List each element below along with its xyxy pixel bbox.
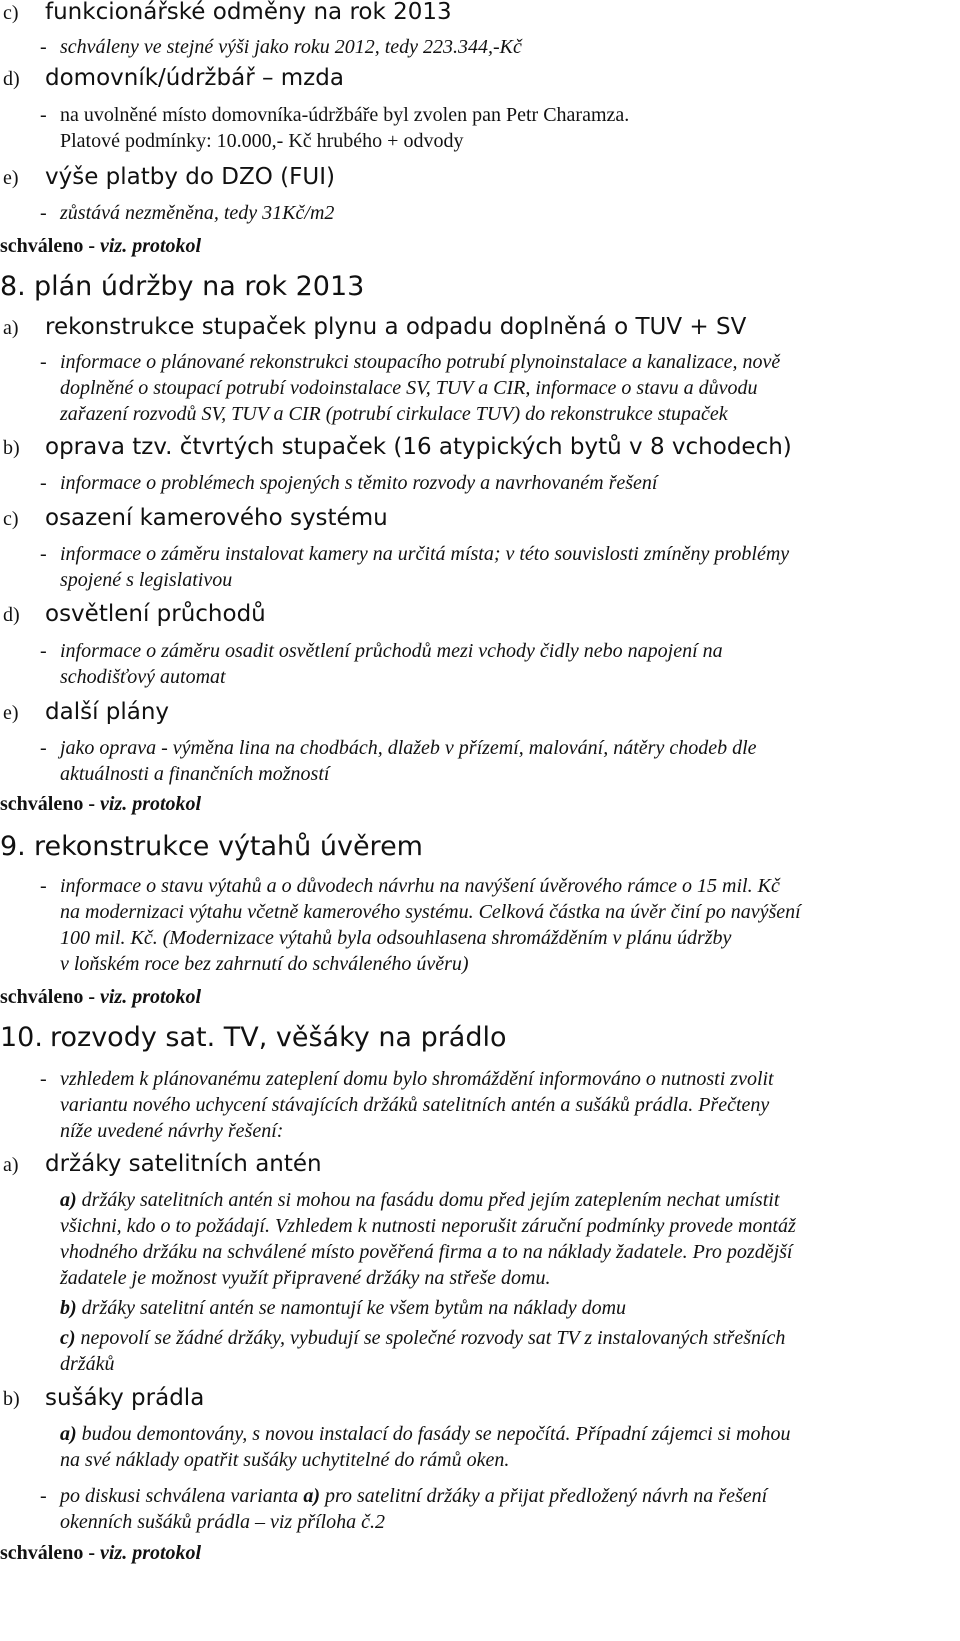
note-line: Platové podmínky: 10.000,- Kč hrubého + odvody: [60, 130, 464, 152]
note-line: informace o stavu výtahů a o důvodech návrhu na navýšení úvěrového rámce o 15 mil. Kč: [60, 875, 780, 897]
option-c-drzaky: [60, 1325, 785, 1377]
option-a-susaky: [60, 1421, 790, 1473]
note-line: aktuálnosti a finančních možností: [60, 763, 330, 785]
item-label: b): [3, 1388, 20, 1410]
note-line: doplněné o stoupací potrubí vodoinstalace SV, TUV a CIR, informace o stavu a důvodu: [60, 377, 758, 399]
note-line: spojené s legislativou: [60, 569, 233, 591]
section-title: rozvody sat. TV, věšáky na prádlo: [50, 1022, 507, 1053]
note-vyse-platby-dzo: - zůstává nezměněna, tedy 31Kč/m2: [40, 202, 335, 224]
heading-text: sušáky prádla: [45, 1385, 205, 1411]
note-line: schváleny ve stejné výši jako roku 2012, tedy 223.344,-Kč: [60, 36, 522, 58]
option-line: držáky satelitních antén si mohou na fasádu domu před jejím zateplením nechat umístit: [76, 1189, 780, 1211]
note-line: zařazení rozvodů SV, TUV a CIR (potrubí cirkulace TUV) do rekonstrukce stupaček: [60, 403, 728, 425]
heading-text: osazení kamerového systému: [45, 505, 388, 531]
option-key: a): [60, 1423, 77, 1445]
heading-drzaky-anten: [3, 1151, 322, 1179]
heading-text: další plány: [45, 699, 170, 725]
item-label: a): [3, 317, 19, 339]
option-line: držáků: [60, 1353, 115, 1375]
note-line: variantu nového uchycení stávajících držáků satelitních antén a sušáků prádla. Přečteny: [60, 1094, 770, 1116]
section-10-heading: [0, 1023, 507, 1053]
heading-text: rekonstrukce stupaček plynu a odpadu doplněná o TUV + SV: [45, 314, 747, 340]
heading-text: osvětlení průchodů: [45, 601, 266, 627]
note-dalsi-plany: - jako oprava - výměna lina na chodbách, dlažeb v přízemí, malování, nátěry chodeb dle aktuálnosti a finančních možností: [40, 737, 757, 785]
option-key: a): [60, 1189, 77, 1211]
item-label: d): [3, 68, 20, 90]
option-line: vhodného držáku na schválené místo pověřená firma a to na náklady žadatele. Pro pozdější: [60, 1241, 793, 1263]
note-vytahy: - informace o stavu výtahů a o důvodech návrhu na navýšení úvěrového rámce o 15 mil. Kč na modernizaci výtahu včetně kamerového systému. Celková částka na úvěr činí po navýšení 100 mil. Kč. (Modernizace výtahů byla odsouhlasena shromážděním v plánu údržby v loňském roce bez zahrnutí do schváleného úvěru): [40, 875, 801, 975]
item-label: c): [3, 508, 19, 530]
approved-note: schváleno - viz. protokol: [0, 986, 202, 1008]
option-key: a): [303, 1485, 320, 1507]
heading-vyse-platby-dzo: [3, 164, 335, 192]
note-domovnik-mzda: - na uvolněné místo domovníka-údržbáře byl zvolen pan Petr Charamza. Platové podmínky: 10.000,- Kč hrubého + odvody: [40, 104, 630, 152]
note-line: níže uvedené návrhy řešení:: [60, 1120, 284, 1142]
approved-note: schváleno - viz. protokol: [0, 235, 202, 257]
note-ctvrte-stupacky: - informace o problémech spojených s těmito rozvody a navrhovaném řešení: [40, 472, 658, 494]
item-label: b): [3, 437, 20, 459]
option-line: nepovolí se žádné držáky, vybudují se společné rozvody sat TV z instalovaných střešních: [75, 1327, 786, 1349]
note-rekonstrukce-stupacek: - informace o plánované rekonstrukci stoupacího potrubí plynoinstalace a kanalizace, nově doplněné o stoupací potrubí vodoinstalace SV, TUV a CIR, informace o stavu a důvodu zařazení rozvodů SV, TUV a CIR (potrubí cirkulace TUV) do rekonstrukce stupaček: [40, 351, 781, 425]
note-line: vzhledem k plánovanému zateplení domu bylo shromáždění informováno o nutnosti zvolit: [60, 1068, 774, 1090]
note-line: v loňském roce bez zahrnutí do schváleného úvěru): [60, 953, 469, 975]
note-funkcionarske-odmeny: - schváleny ve stejné výši jako roku 2012, tedy 223.344,-Kč: [40, 36, 522, 58]
option-key: b): [60, 1297, 77, 1319]
item-label: e): [3, 702, 19, 724]
heading-rekonstrukce-stupacek: [3, 314, 746, 342]
heading-funkcionarske-odmeny: [3, 0, 452, 27]
option-line: budou demontovány, s novou instalací do fasády se nepočítá. Případní zájemci si mohou: [76, 1423, 791, 1445]
note-line: na modernizaci výtahu včetně kamerového systému. Celková částka na úvěr činí po navýšení: [60, 901, 801, 923]
heading-text: funkcionářské odměny na rok 2013: [45, 0, 452, 25]
item-label: e): [3, 167, 19, 189]
approved-note: schváleno - viz. protokol: [0, 1542, 202, 1564]
option-a-drzaky: [60, 1187, 796, 1291]
note-line: informace o záměru osadit osvětlení průchodů mezi vchody čidly nebo napojení na: [60, 640, 723, 662]
heading-text: oprava tzv. čtvrtých stupaček (16 atypických bytů v 8 vchodech): [45, 434, 792, 460]
option-line: na své náklady opatřit sušáky uchytitelné do rámů oken.: [60, 1449, 510, 1471]
approved-note: schváleno - viz. protokol: [0, 793, 202, 815]
section-title: plán údržby na rok 2013: [34, 271, 365, 302]
section-number: 8.: [0, 271, 26, 302]
note-line: 100 mil. Kč. (Modernizace výtahů byla odsouhlasena shromážděním v plánu údržby: [60, 927, 732, 949]
item-label: d): [3, 604, 20, 626]
heading-kamerovy-system: [3, 505, 388, 533]
note-line: schodišťový automat: [60, 666, 226, 688]
section-9-heading: [0, 832, 423, 862]
item-label: c): [3, 2, 19, 24]
note-zatepleni: - vzhledem k plánovanému zateplení domu bylo shromáždění informováno o nutnosti zvolit variantu nového uchycení stávajících držáků satelitních antén a sušáků prádla. Přečteny níže uvedené návrhy řešení:: [40, 1068, 774, 1142]
note-line: zůstává nezměněna, tedy 31Kč/m2: [60, 202, 335, 224]
heading-ctvrte-stupacky: [3, 434, 792, 462]
section-8-heading: [0, 272, 364, 302]
section-number: 9.: [0, 831, 26, 862]
option-line: držáky satelitní antén se namontují ke všem bytům na náklady domu: [76, 1297, 627, 1319]
heading-susaky-pradla: [3, 1385, 204, 1413]
note-osvetleni-pruchodu: - informace o záměru osadit osvětlení průchodů mezi vchody čidly nebo napojení na schodišťový automat: [40, 640, 723, 688]
heading-osvetleni-pruchodu: [3, 601, 266, 629]
item-label: a): [3, 1154, 19, 1176]
section-title: rekonstrukce výtahů úvěrem: [34, 831, 423, 862]
section-number: 10.: [0, 1022, 43, 1053]
note-line: okenních sušáků prádla – viz příloha č.2: [60, 1511, 385, 1533]
note-line: informace o záměru instalovat kamery na určitá místa; v této souvislosti zmíněny problémy: [60, 543, 790, 565]
option-b-drzaky: [60, 1295, 626, 1321]
note-line: jako oprava - výměna lina na chodbách, dlažeb v přízemí, malování, nátěry chodeb dle: [60, 737, 757, 759]
note-line: informace o problémech spojených s těmito rozvody a navrhovaném řešení: [60, 472, 658, 494]
note-line: informace o plánované rekonstrukci stoupacího potrubí plynoinstalace a kanalizace, nově: [60, 351, 781, 373]
option-key: c): [60, 1327, 76, 1349]
heading-text: výše platby do DZO (FUI): [45, 164, 335, 190]
heading-text: domovník/údržbář – mzda: [45, 65, 344, 91]
option-line: všichni, kdo o to požádají. Vzhledem k nutnosti neporušit záruční podmínky provede montáž: [60, 1215, 796, 1237]
option-line: žadatele je možnost využít připravené držáky na střeše domu.: [60, 1267, 551, 1289]
note-final-decision: - po diskusi schválena varianta a) pro satelitní držáky a přijat předložený návrh na řešení okenních sušáků prádla – viz příloha č.2: [40, 1485, 768, 1533]
heading-text: držáky satelitních antén: [45, 1151, 322, 1177]
heading-domovnik-mzda: [3, 65, 344, 93]
heading-dalsi-plany: [3, 699, 169, 727]
note-kamerovy-system: - informace o záměru instalovat kamery na určitá místa; v této souvislosti zmíněny problémy spojené s legislativou: [40, 543, 790, 591]
note-line: na uvolněné místo domovníka-údržbáře byl zvolen pan Petr Charamza.: [60, 104, 630, 126]
